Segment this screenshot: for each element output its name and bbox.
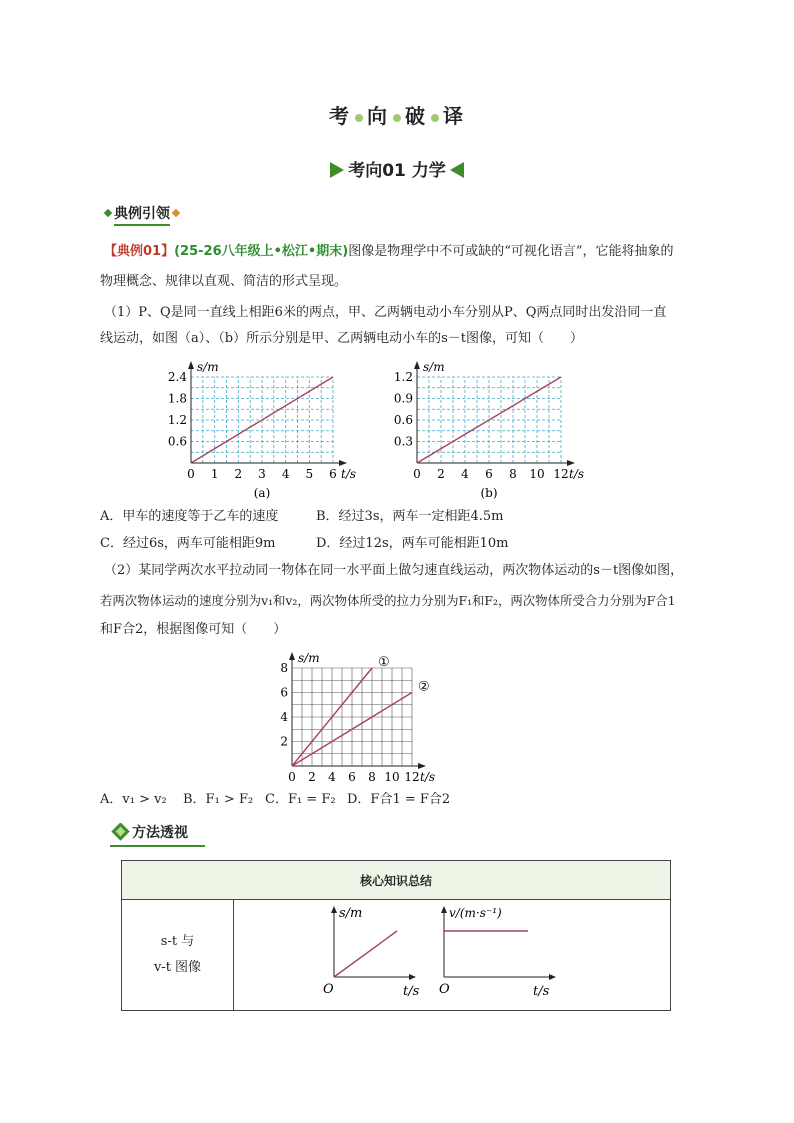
y-tick-label: 0.6 bbox=[167, 434, 187, 449]
row-label-line: v-t 图像 bbox=[153, 960, 202, 975]
example-intro-text: 图像是物理学中不可或缺的“可视化语言”，它能将抽象的 bbox=[348, 244, 674, 259]
y-axis-label: s/m bbox=[197, 360, 219, 374]
table-header: 核心知识总结 bbox=[122, 861, 671, 900]
x-tick-label: 8 bbox=[368, 770, 376, 784]
chart-b bbox=[385, 355, 590, 500]
q1-option-a: A．甲车的速度等于乙车的速度 bbox=[100, 509, 279, 524]
diamond-badge-icon bbox=[110, 823, 132, 841]
y-axis-label: s/m bbox=[298, 651, 320, 665]
x-tick-label: 4 bbox=[461, 467, 469, 481]
y-tick-label: 0.3 bbox=[393, 434, 413, 449]
st-origin: O bbox=[323, 982, 334, 997]
title-char: 向 bbox=[367, 104, 389, 128]
y-axis-arrow bbox=[289, 652, 295, 660]
x-tick-label: 0 bbox=[187, 467, 195, 481]
y-tick-label: 8 bbox=[280, 661, 288, 675]
question2-line3: 和F合2，根据图像可知（ ） bbox=[100, 622, 287, 637]
st-ylabel: s/m bbox=[339, 906, 363, 921]
y-axis-arrow bbox=[188, 361, 194, 369]
y-tick-label: 6 bbox=[280, 685, 288, 700]
q2-option-d: D．F合1 = F合2 bbox=[347, 792, 451, 807]
q1-option-d: D．经过12s，两车可能相距10m bbox=[316, 536, 509, 551]
row-label-line: s-t 与 bbox=[160, 934, 195, 949]
subtitle-text: 考向01 力学 bbox=[348, 161, 446, 181]
x-tick-label: 2 bbox=[234, 467, 243, 481]
y-tick-label: 1.8 bbox=[167, 391, 187, 406]
question2-line1: （2）某同学两次水平拉动同一物体在同一水平面上做匀速直线运动，两次物体运动的s－t图像如图， bbox=[104, 563, 684, 578]
x-tick-label: 6 bbox=[485, 467, 493, 481]
y-tick-label: 1.2 bbox=[393, 370, 413, 384]
page-title bbox=[0, 100, 794, 129]
dot-icon bbox=[431, 114, 439, 122]
x-tick-label: 4 bbox=[328, 770, 336, 784]
x-tick-label: 0 bbox=[413, 467, 421, 481]
example-intro-line2: 物理概念、规律以直观、简洁的形式呈现。 bbox=[100, 274, 348, 289]
x-tick-label: 5 bbox=[305, 467, 314, 481]
q2-option-b: B．F₁ > F₂ bbox=[183, 792, 254, 807]
q2-option-a: A．v₁ > v₂ bbox=[100, 792, 167, 807]
triangle-left-icon bbox=[450, 162, 464, 178]
x-axis-arrow bbox=[339, 460, 347, 466]
section-heading-methods bbox=[110, 822, 205, 847]
dot-icon bbox=[393, 114, 401, 122]
series-label: ① bbox=[378, 655, 390, 670]
x-axis-arrow bbox=[418, 763, 426, 769]
table-row-label bbox=[122, 900, 234, 1011]
vt-origin: O bbox=[439, 982, 450, 997]
x-tick-label: 1 bbox=[210, 467, 219, 481]
chart-c bbox=[270, 648, 450, 784]
example-source: (25-26八年级上•松江•期末) bbox=[174, 244, 349, 259]
x-tick-label: 10 bbox=[529, 467, 545, 481]
chart-a bbox=[160, 355, 360, 500]
y-tick-label: 0.9 bbox=[393, 391, 413, 406]
x-tick-label: 6 bbox=[329, 467, 337, 481]
dot-icon bbox=[355, 114, 363, 122]
question1-line1: （1）P、Q是同一直线上相距6米的两点，甲、乙两辆电动小车分别从P、Q两点同时出发沿同一直 bbox=[104, 305, 667, 320]
x-tick-label: 10 bbox=[384, 770, 400, 784]
st-line bbox=[334, 931, 397, 977]
y-tick-label: 2 bbox=[280, 734, 288, 749]
x-axis-label: t/s bbox=[569, 467, 585, 481]
x-tick-label: 12 bbox=[553, 467, 569, 481]
x-tick-label: 2 bbox=[308, 770, 316, 784]
x-axis-arrow bbox=[567, 460, 575, 466]
x-axis-label: t/s bbox=[341, 467, 357, 481]
series-label: ② bbox=[418, 679, 430, 695]
vt-xlabel: t/s bbox=[533, 984, 550, 999]
x-tick-label: 6 bbox=[348, 770, 356, 784]
title-char: 破 bbox=[405, 104, 427, 128]
vt-ylabel: v/(m·s⁻¹) bbox=[449, 906, 502, 920]
question1-line2: 线运动，如图（a）、（b）所示分别是甲、乙两辆电动小车的s－t图像，可知（ ） bbox=[100, 331, 583, 346]
q2-option-c: C．F₁ = F₂ bbox=[265, 792, 336, 807]
chart-caption: (b) bbox=[480, 486, 498, 500]
y-tick-label: 4 bbox=[280, 710, 288, 724]
title-char: 考 bbox=[329, 104, 351, 128]
x-axis-label: t/s bbox=[420, 770, 436, 784]
section-heading-text: 典例引领 bbox=[114, 206, 170, 226]
x-tick-label: 3 bbox=[258, 467, 266, 481]
table-graphs-cell bbox=[234, 900, 671, 1011]
x-tick-label: 2 bbox=[437, 467, 445, 481]
summary-table bbox=[121, 860, 671, 1011]
x-tick-label: 0 bbox=[288, 770, 296, 784]
triangle-right-icon bbox=[330, 162, 344, 178]
section-heading-text: 方法透视 bbox=[132, 825, 188, 841]
chart-caption: (a) bbox=[253, 486, 271, 500]
question2-line2: 若两次物体运动的速度分别为v₁和v₂，两次物体所受的拉力分别为F₁和F₂，两次物体所受合力分别为F合1 bbox=[100, 593, 676, 608]
q1-option-b: B．经过3s，两车一定相距4.5m bbox=[316, 509, 504, 524]
diamond-icon bbox=[172, 209, 180, 217]
section-heading-examples bbox=[102, 203, 182, 223]
concept-graphs bbox=[235, 901, 669, 1005]
y-axis-label: s/m bbox=[423, 360, 445, 374]
example-tag: 【典例01】 bbox=[104, 244, 175, 259]
q1-option-c: C．经过6s，两车可能相距9m bbox=[100, 536, 276, 551]
y-axis-arrow bbox=[414, 361, 420, 369]
page-subtitle bbox=[0, 156, 794, 181]
y-tick-label: 0.6 bbox=[393, 413, 413, 427]
x-tick-label: 12 bbox=[404, 770, 420, 784]
example-intro bbox=[104, 241, 724, 263]
title-char: 译 bbox=[443, 104, 465, 128]
diamond-icon bbox=[104, 209, 112, 217]
y-tick-label: 1.2 bbox=[167, 413, 187, 427]
x-tick-label: 8 bbox=[509, 467, 517, 481]
y-tick-label: 2.4 bbox=[167, 370, 187, 384]
st-xlabel: t/s bbox=[403, 984, 420, 999]
x-tick-label: 4 bbox=[281, 467, 290, 481]
